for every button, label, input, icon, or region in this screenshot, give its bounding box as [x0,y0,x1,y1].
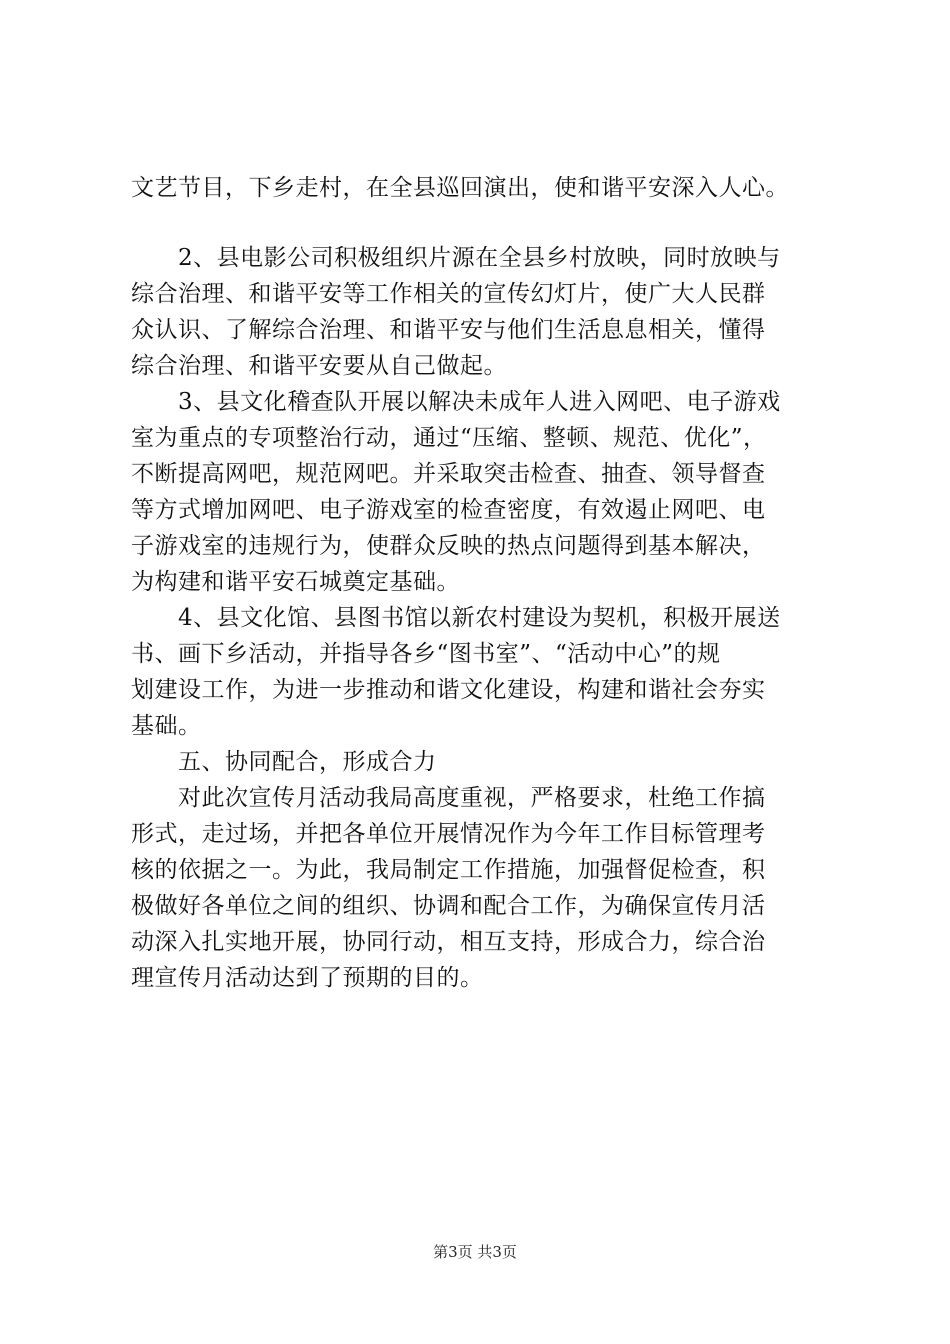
text-line: 划建设工作，为进一步推动和谐文化建设，构建和谐社会夯实 [131,677,766,703]
text-line: 理宣传月活动达到了预期的目的。 [131,965,484,991]
text-line: 2、县电影公司积极组织片源在全县乡村放映，同时放映与 [178,245,781,271]
text-line: 动深入扎实地开展，协同行动，相互支持，形成合力，综合治 [131,929,766,955]
text-line: 核的依据之一。为此，我局制定工作措施，加强督促检查，积 [131,857,766,883]
text-line: 综合治理、和谐平安要从自己做起。 [131,353,507,379]
section-heading: 五、协同配合，形成合力 [178,749,437,775]
text-line: 为构建和谐平安石城奠定基础。 [131,569,460,595]
paragraph-gap [131,206,851,240]
text-line: 3、县文化稽查队开展以解决未成年人进入网吧、电子游戏 [178,389,781,415]
page-number-footer: 第3页 共3页 [433,1243,517,1261]
text-line: 4、县文化馆、县图书馆以新农村建设为契机，积极开展送 [178,605,781,631]
text-line: 室为重点的专项整治行动，通过“压缩、整顿、规范、优化”， [131,425,767,451]
text-line: 众认识、了解综合治理、和谐平安与他们生活息息相关，懂得 [131,317,766,343]
text-line: 不断提高网吧，规范网吧。并采取突击检查、抽查、领导督查 [131,461,766,487]
text-line: 形式，走过场，并把各单位开展情况作为今年工作目标管理考 [131,821,766,847]
text-line: 书、画下乡活动，并指导各乡“图书室”、“活动中心”的规 [131,641,721,667]
text-line: 文艺节目，下乡走村，在全县巡回演出，使和谐平安深入人心。 [131,175,789,201]
document-body [131,170,851,996]
text-line: 综合治理、和谐平安等工作相关的宣传幻灯片，使广大人民群 [131,281,766,307]
text-line: 对此次宣传月活动我局高度重视，严格要求，杜绝工作搞 [178,785,766,811]
text-line: 极做好各单位之间的组织、协调和配合工作，为确保宣传月活 [131,893,766,919]
text-line: 等方式增加网吧、电子游戏室的检查密度，有效遏止网吧、电 [131,497,766,523]
text-line: 子游戏室的违规行为，使群众反映的热点问题得到基本解决， [131,533,766,559]
text-line: 基础。 [131,713,202,739]
